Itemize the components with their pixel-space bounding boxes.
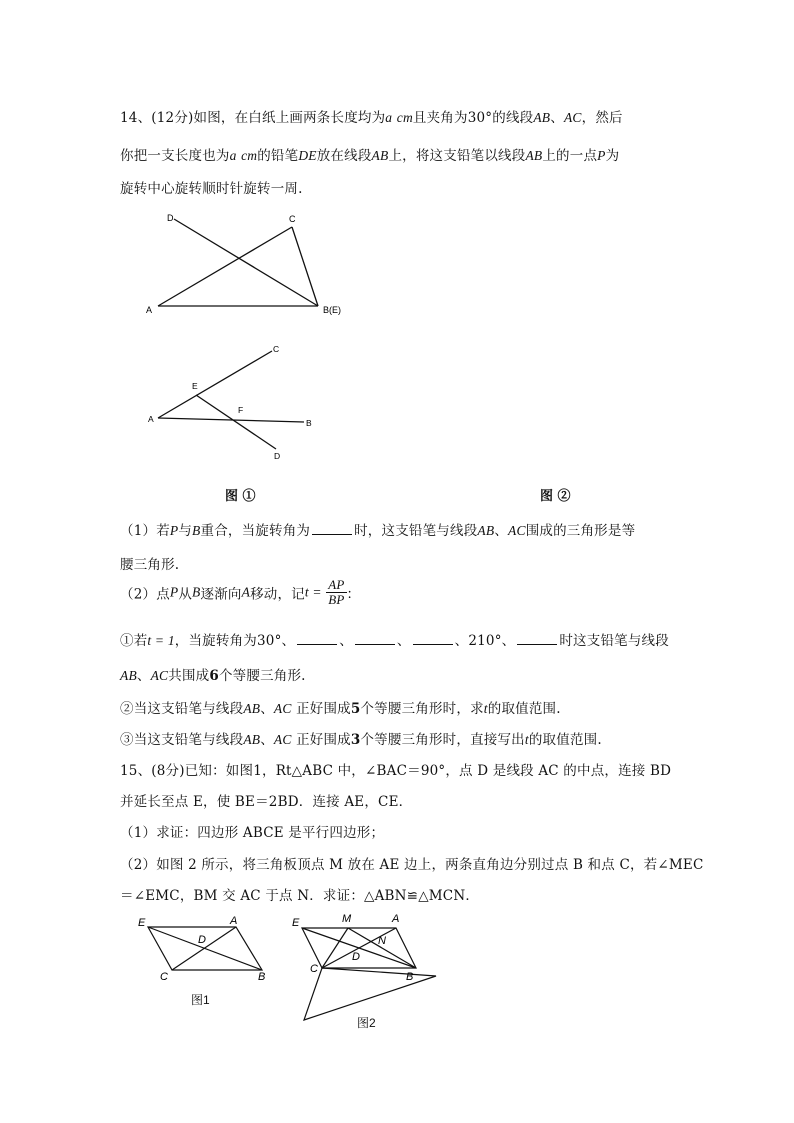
var-t: t — [483, 701, 488, 716]
var-a: a — [229, 148, 237, 163]
text: 旋转中心旋转顺时针旋转一周. — [120, 181, 303, 197]
text: 正好围成 — [296, 732, 351, 748]
label-f: F — [238, 405, 244, 415]
q15-figure-1 — [134, 910, 274, 990]
count: 3 — [350, 732, 361, 748]
count: 6 — [209, 668, 219, 684]
fraction-numerator: AP — [328, 577, 345, 592]
text: ①若 — [120, 633, 148, 649]
fraction-ap-bp — [326, 578, 346, 607]
text: 时，这支铅笔与线段 — [354, 523, 478, 539]
point-b: B — [192, 584, 201, 600]
seg-ab: AB — [371, 148, 389, 163]
q15-figure-1-caption: 图1 — [191, 993, 210, 1007]
sep: 、 — [550, 110, 564, 126]
q14-part-1-cont — [120, 553, 179, 573]
seg-ab: AB — [243, 701, 261, 716]
point-p: P — [597, 148, 606, 163]
text: 从 — [178, 586, 193, 603]
q14-sub-1-cont — [120, 664, 306, 684]
q15-line-5: ＝∠EMC，BM 交 AC 于点 N．求证：△ABN≌△MCN． — [120, 888, 480, 904]
label-d: D — [274, 451, 281, 461]
q14-part-1 — [120, 519, 635, 539]
seg-ab: AB — [477, 523, 495, 538]
label-d: D — [352, 951, 360, 963]
q14-part-2 — [120, 578, 360, 607]
sep: 、 — [501, 633, 516, 649]
text: ： — [346, 586, 361, 603]
seg-ab: AB — [525, 148, 543, 163]
q14-header: 14、(12分)如图，在白纸上画两条长度均为 — [120, 110, 386, 126]
text: （1）若 — [120, 523, 170, 539]
q15-figure-2 — [288, 908, 448, 1028]
text: 个等腰三角形时，直接写出 — [360, 732, 525, 748]
seg-ac: AC — [563, 110, 582, 125]
label-b: B — [258, 971, 266, 983]
label-a: A — [392, 913, 400, 925]
label-m: M — [342, 913, 352, 925]
q14-sub-3 — [120, 728, 602, 748]
text: 时这支铅笔与线段 — [559, 633, 669, 649]
sep: 、 — [281, 633, 296, 649]
count: 5 — [350, 701, 361, 717]
q14-sub-1 — [120, 629, 669, 649]
q15-line-4: （2）如图 2 所示，将三角板顶点 M 放在 AE 边上，两条直角边分别过点 B 和点 C，若∠MEC — [120, 857, 704, 873]
label-c: C — [160, 971, 168, 983]
q14-sub-2 — [120, 697, 561, 717]
label-e: E — [192, 381, 198, 391]
text: 为 — [605, 148, 620, 164]
text: ③当这支铅笔与线段 — [120, 732, 244, 748]
point-p: P — [169, 523, 179, 538]
answer-blank[interactable] — [413, 632, 453, 645]
seg-ab: AB — [533, 110, 551, 125]
text: ，然后 — [581, 110, 623, 126]
text: 的线段 — [492, 110, 534, 126]
t-equals-1: t = 1 — [147, 633, 175, 648]
label-d: D — [167, 213, 174, 223]
text: 共围成 — [168, 668, 210, 684]
point-p: P — [169, 584, 179, 600]
answer-blank[interactable] — [312, 522, 352, 535]
label-d: D — [198, 934, 206, 946]
label-e: E — [138, 917, 146, 929]
q14-line-2 — [120, 144, 619, 164]
seg-ac: AC — [150, 668, 169, 683]
text: ②当这支铅笔与线段 — [120, 701, 244, 717]
text: 且夹角为 — [412, 110, 468, 126]
q15-figure-2-caption: 图2 — [357, 1016, 376, 1030]
angle-value: 30° — [256, 633, 282, 649]
answer-blank[interactable] — [297, 632, 337, 645]
unit-cm: cm — [241, 148, 258, 163]
q15-line-2: 并延长至点 E，使 BE＝2BD．连接 AE，CE． — [120, 794, 413, 810]
label-n: N — [378, 935, 386, 947]
angle-value: 30° — [467, 110, 493, 126]
text: 的取值范围. — [487, 701, 561, 717]
label-b: B — [406, 971, 414, 983]
fraction-denominator: BP — [328, 592, 345, 607]
point-a: A — [241, 584, 251, 600]
q15-line-3: （1）求证：四边形 ABCE 是平行四边形； — [120, 825, 385, 841]
sep: 、 — [396, 633, 411, 649]
text: 正好围成 — [296, 701, 351, 717]
text: 腰三角形. — [120, 557, 180, 573]
seg-ab: AB — [120, 668, 137, 683]
q14-line-3 — [120, 177, 303, 197]
text: 个等腰三角形. — [218, 668, 306, 684]
label-c: C — [273, 344, 280, 354]
text: （2）点 — [120, 586, 170, 603]
label-b: B — [306, 418, 312, 428]
text: 你把一支长度也为 — [120, 148, 230, 164]
text: 上，将这支铅笔以线段 — [388, 148, 526, 164]
sep: 、 — [136, 668, 151, 684]
seg-ac: AC — [508, 523, 526, 538]
seg-de: DE — [298, 148, 317, 163]
answer-blank[interactable] — [355, 632, 395, 645]
sep: 、 — [260, 732, 274, 748]
label-e: E — [292, 917, 300, 929]
label-a: A — [146, 305, 153, 315]
angle-value: 210° — [468, 633, 502, 649]
label-be: B(E) — [323, 305, 341, 315]
sep: 、 — [454, 633, 469, 649]
seg-ac: AC — [273, 701, 292, 716]
sep: 、 — [494, 523, 509, 539]
formula-t: t = — [304, 584, 322, 600]
label-a: A — [148, 414, 154, 424]
seg-ac: AC — [273, 732, 292, 747]
text: 移动，记 — [250, 586, 305, 603]
text: 重合，当旋转角为 — [200, 523, 311, 539]
figure-1-caption: 图 ① — [225, 489, 256, 504]
text: 逐渐向 — [200, 586, 242, 603]
var-t: t — [524, 732, 529, 747]
seg-ab: AB — [243, 732, 261, 747]
text: 与 — [178, 523, 193, 539]
figure-2-caption: 图 ② — [540, 489, 571, 504]
text: 放在线段 — [316, 148, 372, 164]
q14-line-1 — [120, 106, 623, 126]
q14-figure-2 — [140, 338, 340, 463]
unit-cm: cm — [396, 110, 413, 125]
text: ，当旋转角为 — [174, 633, 257, 649]
text: 围成的三角形是等 — [525, 523, 636, 539]
sep: 、 — [339, 633, 353, 649]
label-c: C — [289, 214, 296, 224]
label-a: A — [230, 915, 238, 927]
text: 个等腰三角形时，求 — [360, 701, 484, 717]
var-a: a — [385, 110, 393, 125]
text: 的取值范围. — [528, 732, 602, 748]
point-b: B — [192, 523, 201, 538]
text: 上的一点 — [542, 148, 598, 164]
sep: 、 — [260, 701, 274, 717]
q14-figure-1 — [140, 205, 360, 325]
answer-blank[interactable] — [517, 632, 557, 645]
label-c: C — [310, 963, 318, 975]
q15-line-1: 15、(8分)已知：如图1，Rt△ABC 中，∠BAC＝90°，点 D 是线段 AC 的中点，连接 BD — [120, 763, 672, 779]
text: 的铅笔 — [257, 148, 299, 164]
